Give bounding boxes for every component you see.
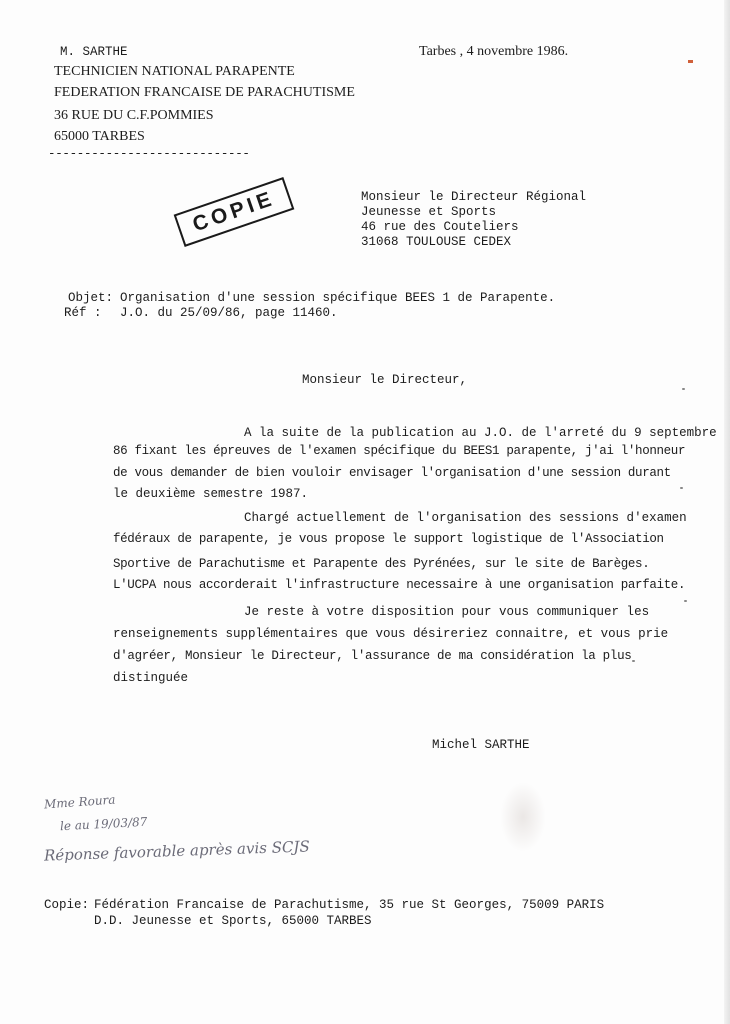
body-line: renseignements supplémentaires que vous désireriez connaitre, et vous prie	[113, 627, 669, 641]
body-line: fédéraux de parapente, je vous propose le support logistique de l'Association	[113, 532, 664, 546]
scan-speck	[632, 660, 635, 662]
objet-text: Organisation d'une session spécifique BEES 1 de Parapente.	[120, 291, 556, 305]
red-ink-mark	[688, 60, 693, 63]
handwritten-note: Mme Roura	[43, 792, 116, 812]
body-line: distinguée	[113, 671, 189, 685]
recipient-line-2: Jeunesse et Sports	[361, 205, 497, 219]
sender-title: TECHNICIEN NATIONAL PARAPENTE	[54, 64, 295, 79]
sender-divider: ----------------------------	[48, 147, 250, 161]
body-line: Je reste à votre disposition pour vous communiquer les	[244, 605, 650, 619]
objet-label: Objet:	[68, 291, 114, 305]
body-line: L'UCPA nous accorderait l'infrastructure necessaire à une organisation parfaite.	[113, 578, 686, 592]
body-line: A la suite de la publication au J.O. de l'arreté du 9 septembre	[244, 426, 717, 440]
sender-city: 65000 TARBES	[54, 129, 145, 144]
handwritten-note: Réponse favorable après avis SCJS	[43, 837, 310, 865]
body-line: de vous demander de bien vouloir envisager l'organisation d'une session durant	[113, 466, 671, 480]
copie-stamp	[174, 177, 295, 247]
recipient-line-4: 31068 TOULOUSE CEDEX	[361, 235, 512, 249]
salutation: Monsieur le Directeur,	[302, 373, 468, 387]
body-line: Sportive de Parachutisme et Parapente des Pyrénées, sur le site de Barèges.	[113, 557, 650, 571]
sender-street: 36 RUE DU C.F.POMMIES	[54, 108, 214, 123]
copies-label: Copie:	[44, 898, 90, 912]
page-edge-shadow	[724, 0, 730, 1024]
signature-name: Michel SARTHE	[432, 738, 530, 752]
recipient-line-3: 46 rue des Couteliers	[361, 220, 519, 234]
body-line: Chargé actuellement de l'organisation des sessions d'examen	[244, 511, 687, 525]
copie-stamp-text: COPIE	[189, 186, 278, 237]
recipient-line-1: Monsieur le Directeur Régional	[361, 190, 587, 204]
letter-date: Tarbes , 4 novembre 1986.	[419, 44, 569, 59]
sender-organization: FEDERATION FRANCAISE DE PARACHUTISME	[54, 85, 355, 100]
paper-smudge	[500, 782, 546, 852]
scan-speck	[684, 600, 687, 602]
copies-line: D.D. Jeunesse et Sports, 65000 TARBES	[94, 914, 372, 928]
body-line: 86 fixant les épreuves de l'examen spécifique du BEES1 parapente, j'ai l'honneur	[113, 444, 686, 458]
sender-name: M. SARTHE	[60, 45, 128, 59]
body-line: le deuxième semestre 1987.	[113, 487, 309, 501]
ref-text: J.O. du 25/09/86, page 11460.	[120, 306, 338, 320]
ref-label: Réf :	[64, 306, 102, 320]
scan-speck	[680, 487, 683, 489]
body-line: d'agréer, Monsieur le Directeur, l'assurance de ma considération la plus	[113, 649, 632, 663]
copies-line: Fédération Francaise de Parachutisme, 35 rue St Georges, 75009 PARIS	[94, 898, 605, 912]
scan-speck	[682, 388, 685, 390]
handwritten-note: le au 19/03/87	[59, 814, 148, 834]
